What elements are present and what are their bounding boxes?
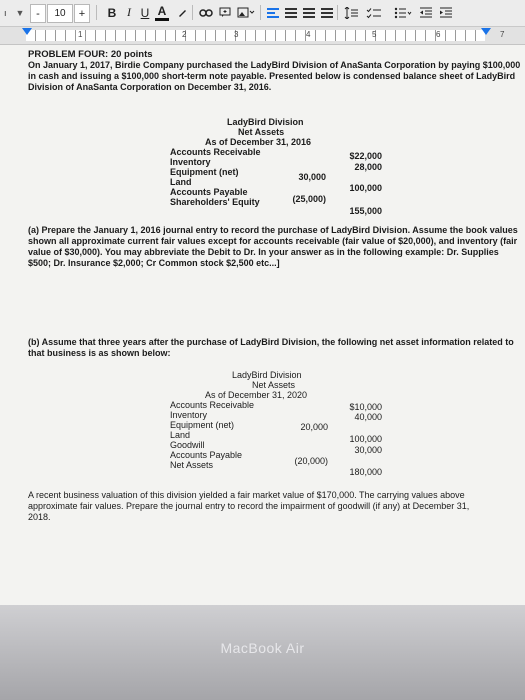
text-color-button[interactable]: A (155, 4, 169, 21)
table2-row-label: Inventory (170, 410, 208, 420)
toolbar-divider (337, 5, 338, 20)
justify-icon[interactable] (320, 4, 334, 21)
part-a-line: $500; Dr. Insurance $2,000; Cr Common stock $2,500 etc...] (28, 258, 280, 268)
intro-text: in cash and issuing a $100,000 short-term note payable. Presented below is condensed balance sheet of LadyBird (28, 71, 516, 81)
table1-row-value: $22,000 (349, 151, 382, 161)
font-size-field[interactable]: 10 (47, 4, 73, 23)
link-icon[interactable] (198, 4, 214, 21)
increase-font-size-button[interactable]: + (74, 4, 90, 23)
ruler-mark: 7 (500, 30, 505, 39)
table2-row-value: 100,000 (349, 434, 382, 444)
table1-row-value: 28,000 (354, 162, 382, 172)
part-b-line: that business is as shown below: (28, 348, 171, 358)
ruler-mark: 3 (234, 30, 239, 39)
problem-heading: PROBLEM FOUR: 20 points (28, 49, 153, 60)
table2-row-value: 40,000 (354, 412, 382, 422)
part-a-line: (a) Prepare the January 1, 2016 journal entry to record the purchase of LadyBird Division. Assume the book values (28, 225, 518, 235)
table2-row-label: Accounts Receivable (170, 400, 255, 410)
table2-title: LadyBird Division (232, 370, 302, 380)
intro-line: Division of AnaSanta Corporation on December 31, 2016. (28, 82, 272, 92)
table2-subtitle: Net Assets (252, 380, 296, 390)
part-a-line: value of $30,000). You may abbreviate the Debit to Dr. In your answer as in the following example: Dr. Supplies (28, 247, 499, 257)
table2-row-label: Land (170, 430, 191, 440)
closing-line: 2018. (28, 512, 51, 522)
increase-indent-icon[interactable] (438, 4, 454, 21)
left-indent-marker[interactable] (22, 28, 32, 35)
table1-row-value: 100,000 (349, 183, 382, 193)
checklist-icon[interactable] (365, 4, 383, 21)
table2-date: As of December 31, 2020 (205, 390, 308, 400)
ruler[interactable] (0, 27, 525, 45)
closing-line: approximate fair values. Prepare the journal entry to record the impairment of goodwill (if any) at December 31, (28, 501, 470, 511)
part-a-line: shown all approximate current fair values except for accounts receivable (fair value of $20,000), and inventory (fair (28, 236, 518, 246)
table1-date: As of December 31, 2016 (205, 137, 312, 147)
document-page[interactable] (0, 45, 525, 605)
intro-line (28, 71, 515, 82)
highlight-pen-icon[interactable] (176, 4, 188, 21)
align-right-icon[interactable] (302, 4, 316, 21)
table2-row-value: 180,000 (349, 467, 382, 477)
table1-row-label: Inventory (170, 157, 211, 167)
table1-row-value: (25,000) (292, 194, 326, 204)
underline-button[interactable]: U (140, 5, 150, 20)
table2-row-label: Accounts Payable (170, 450, 243, 460)
align-left-icon[interactable] (266, 4, 280, 21)
right-indent-marker[interactable] (481, 28, 491, 35)
toolbar-divider (96, 5, 97, 20)
part-b-line: (b) Assume that three years after the purchase of LadyBird Division, the following net asset information related to (28, 337, 514, 347)
table2-row-label: Net Assets (170, 460, 214, 470)
ruler-mark: 6 (436, 30, 441, 39)
device-brand-label: MacBook Air (220, 640, 305, 656)
toolbar-divider (192, 5, 193, 20)
table2-row-label: Goodwill (170, 440, 205, 450)
table2-row-label: Equipment (net) (170, 420, 235, 430)
table1-row-value: 155,000 (349, 206, 382, 216)
closing-line: A recent business valuation of this division yielded a fair market value of $170,000. The carrying values above (28, 490, 465, 500)
table1-row-label: Accounts Receivable (170, 147, 261, 157)
ruler-mark: 5 (372, 30, 377, 39)
formatting-toolbar (0, 0, 525, 27)
intro-line: On January 1, 2017, Birdie Company purchased the LadyBird Division of AnaSanta Corporation by paying $100,000 (28, 60, 521, 70)
table2-row-value: $10,000 (349, 402, 382, 412)
caret-down-icon[interactable]: ▼ (15, 7, 25, 18)
comment-icon[interactable] (218, 4, 232, 21)
ruler-mark: 1 (78, 30, 83, 39)
table1-row-label: Equipment (net) (170, 167, 239, 177)
decrease-font-size-button[interactable]: - (30, 4, 46, 23)
toolbar-divider (260, 5, 261, 20)
table1-title: LadyBird Division (227, 117, 304, 127)
bulleted-list-icon[interactable] (394, 4, 412, 21)
italic-button[interactable]: I (127, 5, 131, 19)
ruler-mark: 4 (306, 30, 311, 39)
table1-subtitle: Net Assets (238, 127, 285, 137)
table1-row-label: Shareholders' Equity (170, 197, 260, 207)
table2-row-value: (20,000) (294, 456, 328, 466)
decrease-indent-icon[interactable] (418, 4, 434, 21)
window-edge-mark: ı (4, 8, 7, 18)
align-center-icon[interactable] (284, 4, 298, 21)
bold-button[interactable]: B (107, 5, 117, 20)
insert-image-icon[interactable] (236, 4, 256, 21)
table1-row-value: 30,000 (298, 172, 326, 182)
line-spacing-icon[interactable] (342, 4, 360, 21)
table2-row-value: 30,000 (354, 445, 382, 455)
ruler-scale (26, 30, 485, 41)
table2-row-value: 20,000 (300, 422, 328, 432)
table1-row-label: Land (170, 177, 192, 187)
ruler-mark: 2 (182, 30, 187, 39)
table1-row-label: Accounts Payable (170, 187, 248, 197)
